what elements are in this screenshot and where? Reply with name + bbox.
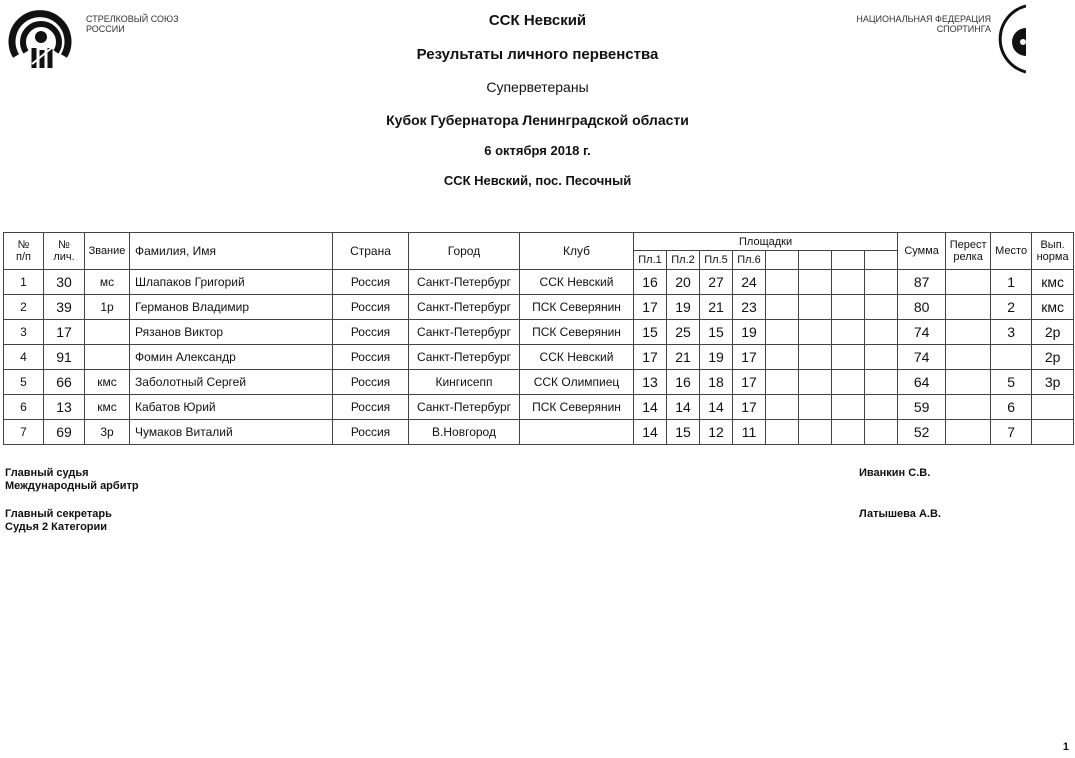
range-label-empty	[799, 251, 832, 270]
row-rank	[85, 320, 130, 345]
col-place-header: Место	[991, 233, 1032, 270]
row-range-score: 23	[733, 295, 766, 320]
row-name: Фомин Александр	[130, 345, 333, 370]
row-place: 7	[991, 420, 1032, 445]
row-range-score: 14	[634, 395, 667, 420]
table-row	[4, 345, 1074, 370]
row-range-score: 24	[733, 270, 766, 295]
row-club: ПСК Северянин	[520, 320, 634, 345]
row-range-score: 25	[667, 320, 700, 345]
row-num: 5	[4, 370, 44, 395]
row-name: Шлапаков Григорий	[130, 270, 333, 295]
row-range-score: 20	[667, 270, 700, 295]
org-left-name: СТРЕЛКОВЫЙ СОЮЗ РОССИИ	[86, 14, 179, 34]
row-name: Германов Владимир	[130, 295, 333, 320]
category: Суперветераны	[486, 79, 589, 95]
row-range-empty	[766, 395, 799, 420]
row-sum: 59	[898, 395, 946, 420]
row-place	[991, 345, 1032, 370]
row-name: Заболотный Сергей	[130, 370, 333, 395]
col-ranges-header: Площадки	[634, 233, 898, 251]
row-range-empty	[865, 370, 898, 395]
row-range-empty	[832, 320, 865, 345]
chief-judge-category: Международный арбитр	[5, 480, 139, 492]
row-range-empty	[865, 420, 898, 445]
row-range-score: 17	[733, 370, 766, 395]
row-num: 3	[4, 320, 44, 345]
row-range-empty	[766, 345, 799, 370]
row-range-empty	[766, 270, 799, 295]
row-range-score: 17	[634, 345, 667, 370]
row-range-score: 21	[700, 295, 733, 320]
row-range-score: 17	[733, 345, 766, 370]
col-club-header: Клуб	[520, 233, 634, 270]
row-range-empty	[832, 370, 865, 395]
row-shootoff	[946, 270, 991, 295]
row-range-empty	[799, 320, 832, 345]
row-place: 6	[991, 395, 1032, 420]
col-city-header: Город	[409, 233, 520, 270]
row-place: 5	[991, 370, 1032, 395]
row-range-score: 15	[667, 420, 700, 445]
row-country: Россия	[333, 395, 409, 420]
row-range-score: 11	[733, 420, 766, 445]
chief-secretary-title: Главный секретарь	[5, 508, 112, 520]
row-range-score: 27	[700, 270, 733, 295]
row-range-score: 17	[733, 395, 766, 420]
col-country-header: Страна	[333, 233, 409, 270]
row-name: Чумаков Виталий	[130, 420, 333, 445]
row-range-empty	[865, 395, 898, 420]
row-country: Россия	[333, 320, 409, 345]
row-name: Кабатов Юрий	[130, 395, 333, 420]
row-place: 3	[991, 320, 1032, 345]
row-bib: 17	[44, 320, 85, 345]
range-label-empty	[832, 251, 865, 270]
row-shootoff	[946, 395, 991, 420]
row-range-empty	[832, 270, 865, 295]
range-label: Пл.2	[667, 251, 700, 270]
row-bib: 69	[44, 420, 85, 445]
row-shootoff	[946, 420, 991, 445]
chief-secretary-name: Латышева А.В.	[859, 508, 941, 520]
row-bib: 39	[44, 295, 85, 320]
row-rank	[85, 345, 130, 370]
row-bib: 91	[44, 345, 85, 370]
event-title: Кубок Губернатора Ленинградской области	[386, 112, 689, 128]
row-range-score: 13	[634, 370, 667, 395]
table-row	[4, 320, 1074, 345]
row-city: В.Новгород	[409, 420, 520, 445]
row-norm: 3р	[1032, 370, 1074, 395]
chief-judge-title: Главный судья	[5, 467, 89, 479]
row-range-score: 15	[700, 320, 733, 345]
row-sum: 74	[898, 345, 946, 370]
row-num: 7	[4, 420, 44, 445]
row-norm: кмс	[1032, 270, 1074, 295]
row-club	[520, 420, 634, 445]
row-range-empty	[832, 345, 865, 370]
row-norm: кмс	[1032, 295, 1074, 320]
results-body	[4, 270, 1074, 445]
row-range-score: 18	[700, 370, 733, 395]
row-range-score: 19	[667, 295, 700, 320]
org-right-name: НАЦИОНАЛЬНАЯ ФЕДЕРАЦИЯ СПОРТИНГА	[856, 14, 991, 34]
row-bib: 66	[44, 370, 85, 395]
range-label-empty	[766, 251, 799, 270]
range-label: Пл.5	[700, 251, 733, 270]
row-shootoff	[946, 295, 991, 320]
row-range-score: 16	[634, 270, 667, 295]
row-city: Санкт-Петербург	[409, 295, 520, 320]
col-num-header: № п/п	[4, 233, 44, 270]
row-range-empty	[832, 295, 865, 320]
range-label-empty	[865, 251, 898, 270]
row-range-score: 19	[733, 320, 766, 345]
row-city: Санкт-Петербург	[409, 395, 520, 420]
row-club: ССК Олимпиец	[520, 370, 634, 395]
row-range-empty	[832, 420, 865, 445]
row-num: 6	[4, 395, 44, 420]
row-country: Россия	[333, 270, 409, 295]
row-range-score: 19	[700, 345, 733, 370]
row-range-empty	[865, 345, 898, 370]
row-num: 2	[4, 295, 44, 320]
row-country: Россия	[333, 420, 409, 445]
row-place: 2	[991, 295, 1032, 320]
row-norm: 2р	[1032, 345, 1074, 370]
row-city: Кингисепп	[409, 370, 520, 395]
club-title: ССК Невский	[488, 12, 587, 29]
row-range-empty	[865, 320, 898, 345]
row-club: ПСК Северянин	[520, 295, 634, 320]
row-rank: 1р	[85, 295, 130, 320]
row-rank: мс	[85, 270, 130, 295]
col-sum-header: Сумма	[898, 233, 946, 270]
row-num: 4	[4, 345, 44, 370]
row-sum: 80	[898, 295, 946, 320]
row-country: Россия	[333, 345, 409, 370]
row-norm	[1032, 395, 1074, 420]
row-club: ПСК Северянин	[520, 395, 634, 420]
row-city: Санкт-Петербург	[409, 345, 520, 370]
row-place: 1	[991, 270, 1032, 295]
row-range-score: 15	[634, 320, 667, 345]
row-range-empty	[766, 370, 799, 395]
table-row	[4, 270, 1074, 295]
table-row	[4, 295, 1074, 320]
row-range-score: 21	[667, 345, 700, 370]
row-rank: 3р	[85, 420, 130, 445]
row-bib: 30	[44, 270, 85, 295]
results-table	[3, 232, 1074, 445]
row-country: Россия	[333, 295, 409, 320]
chief-judge-block	[5, 467, 139, 493]
row-range-score: 12	[700, 420, 733, 445]
col-rank-header: Звание	[85, 233, 130, 270]
row-shootoff	[946, 320, 991, 345]
row-rank: кмс	[85, 370, 130, 395]
chief-secretary-category: Судья 2 Категории	[5, 521, 108, 533]
row-sum: 87	[898, 270, 946, 295]
row-norm	[1032, 420, 1074, 445]
chief-judge-name: Иванкин С.В.	[859, 467, 931, 479]
chief-secretary-block	[5, 508, 112, 534]
row-sum: 64	[898, 370, 946, 395]
row-range-score: 14	[634, 420, 667, 445]
row-range-empty	[766, 320, 799, 345]
row-range-empty	[832, 395, 865, 420]
row-range-empty	[766, 295, 799, 320]
row-num: 1	[4, 270, 44, 295]
col-shootoff-header: Перест релка	[946, 233, 991, 270]
row-shootoff	[946, 370, 991, 395]
row-city: Санкт-Петербург	[409, 320, 520, 345]
row-range-empty	[865, 295, 898, 320]
row-sum: 52	[898, 420, 946, 445]
table-row	[4, 420, 1074, 445]
row-club: ССК Невский	[520, 270, 634, 295]
row-range-empty	[799, 395, 832, 420]
col-bib-header: № лич.	[44, 233, 85, 270]
row-name: Рязанов Виктор	[130, 320, 333, 345]
row-range-empty	[799, 345, 832, 370]
row-rank: кмс	[85, 395, 130, 420]
row-range-empty	[799, 370, 832, 395]
row-range-score: 16	[667, 370, 700, 395]
event-venue: ССК Невский, пос. Песочный	[443, 173, 632, 188]
row-range-empty	[799, 270, 832, 295]
event-date: 6 октября 2018 г.	[484, 143, 591, 158]
row-norm: 2р	[1032, 320, 1074, 345]
row-range-score: 17	[634, 295, 667, 320]
row-range-score: 14	[667, 395, 700, 420]
col-norm-header: Вып. норма	[1032, 233, 1074, 270]
row-range-empty	[766, 420, 799, 445]
row-club: ССК Невский	[520, 345, 634, 370]
row-shootoff	[946, 345, 991, 370]
row-range-empty	[865, 270, 898, 295]
row-country: Россия	[333, 370, 409, 395]
row-bib: 13	[44, 395, 85, 420]
row-range-empty	[799, 295, 832, 320]
page-title: Результаты личного первенства	[416, 46, 659, 63]
col-name-header: Фамилия, Имя	[130, 233, 333, 270]
row-range-empty	[799, 420, 832, 445]
table-row	[4, 395, 1074, 420]
row-range-score: 14	[700, 395, 733, 420]
range-label: Пл.6	[733, 251, 766, 270]
table-row	[4, 370, 1074, 395]
row-sum: 74	[898, 320, 946, 345]
page-number: 1	[1062, 741, 1069, 753]
range-label: Пл.1	[634, 251, 667, 270]
row-city: Санкт-Петербург	[409, 270, 520, 295]
